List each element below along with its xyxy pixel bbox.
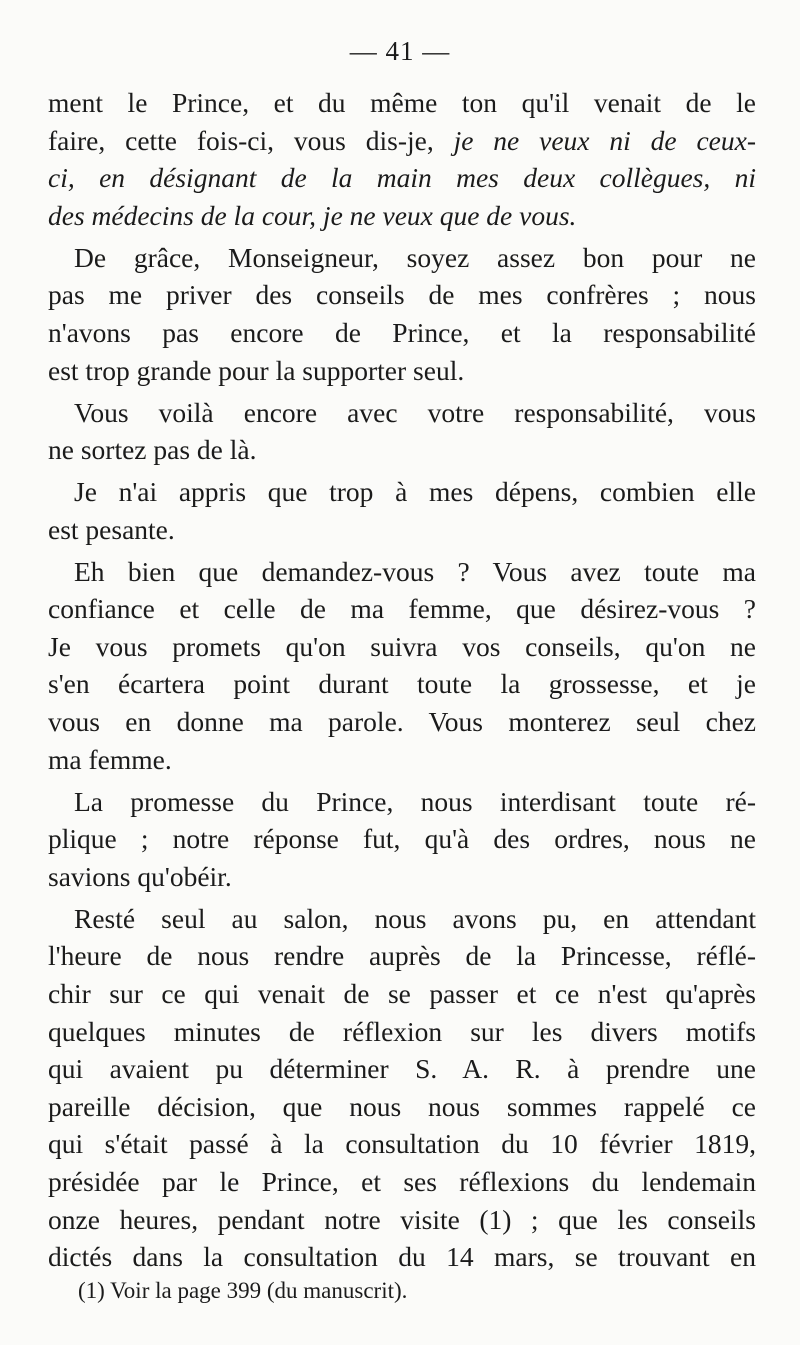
page-number: — 41 — bbox=[349, 36, 451, 66]
text-segment: s'en écartera point durant toute la grossesse, et je bbox=[48, 668, 756, 700]
text-segment: pareille décision, que nous nous sommes rappelé ce bbox=[48, 1090, 756, 1122]
text-segment: ment le Prince, et du même ton qu'il venait de le bbox=[48, 87, 756, 118]
body-text bbox=[48, 84, 756, 1276]
text-segment: vous en donne ma parole. Vous monterez seul chez bbox=[48, 706, 756, 738]
text-line bbox=[48, 159, 756, 197]
italic-text: je ne veux ni de ceux- bbox=[453, 124, 756, 156]
text-line bbox=[48, 1163, 756, 1201]
text-segment: n'avons pas encore de Prince, et la responsabilité bbox=[48, 316, 756, 348]
text-line bbox=[48, 741, 756, 779]
text-line bbox=[48, 431, 756, 469]
paragraph bbox=[48, 394, 756, 469]
text-segment: chir sur ce qui venait de se passer et ce n'est qu'après bbox=[48, 978, 756, 1009]
text-segment: qui s'était passé à la consultation du 10 février 1819, bbox=[48, 1128, 756, 1160]
text-line bbox=[48, 900, 756, 938]
text-segment: onze heures, pendant notre visite (1) ; que les conseils bbox=[48, 1203, 756, 1235]
text-line bbox=[48, 352, 756, 390]
paragraph bbox=[48, 900, 756, 1276]
text-segment: De grâce, Monseigneur, soyez assez bon pour ne bbox=[74, 241, 756, 273]
paragraph bbox=[48, 473, 756, 548]
text-line bbox=[48, 239, 756, 277]
text-line bbox=[48, 394, 756, 432]
text-line bbox=[48, 1125, 756, 1163]
text-line bbox=[48, 703, 756, 741]
text-line bbox=[48, 276, 756, 314]
text-line bbox=[48, 314, 756, 352]
text-line bbox=[48, 1013, 756, 1051]
text-segment: plique ; notre réponse fut, qu'à des ordres, nous ne bbox=[48, 823, 756, 855]
text-line bbox=[48, 84, 756, 122]
text-line bbox=[48, 937, 756, 975]
text-line bbox=[48, 1088, 756, 1126]
text-line bbox=[48, 820, 756, 858]
italic-text: des médecins de la cour, je ne veux que de vous. bbox=[48, 199, 577, 231]
text-segment: dictés dans la consultation du 14 mars, se trouvant en bbox=[48, 1241, 756, 1273]
text-segment: l'heure de nous rendre auprès de la Princesse, réflé- bbox=[48, 940, 756, 972]
text-segment: Je n'ai appris que trop à mes dépens, combien elle bbox=[74, 476, 756, 508]
text-segment: faire, cette fois-ci, vous dis-je, bbox=[48, 124, 454, 156]
text-segment: pas me priver des conseils de mes confrères ; nous bbox=[48, 279, 756, 311]
text-line bbox=[48, 473, 756, 511]
text-line bbox=[48, 590, 756, 628]
paragraph bbox=[48, 239, 756, 389]
text-line bbox=[48, 553, 756, 591]
text-line bbox=[48, 197, 756, 235]
text-line bbox=[48, 665, 756, 703]
text-line bbox=[48, 122, 756, 160]
paragraph bbox=[48, 84, 756, 234]
text-segment: Eh bien que demandez-vous ? Vous avez toute ma bbox=[74, 555, 756, 587]
paragraph bbox=[48, 553, 756, 779]
text-line bbox=[48, 858, 756, 896]
text-segment: savions qu'obéir. bbox=[48, 860, 232, 892]
text-segment: est trop grande pour la supporter seul. bbox=[48, 354, 465, 386]
text-line bbox=[48, 783, 756, 821]
text-segment: qui avaient pu déterminer S. A. R. à prendre une bbox=[48, 1053, 756, 1085]
text-line bbox=[48, 1050, 756, 1088]
text-segment: présidée par le Prince, et ses réflexions du lendemain bbox=[48, 1165, 756, 1197]
text-line bbox=[48, 1238, 756, 1276]
paragraph bbox=[48, 783, 756, 896]
text-segment: est pesante. bbox=[48, 513, 175, 545]
text-line bbox=[48, 975, 756, 1013]
text-segment: Je vous promets qu'on suivra vos conseils, qu'on ne bbox=[48, 630, 756, 662]
text-segment: quelques minutes de réflexion sur les divers motifs bbox=[48, 1015, 756, 1047]
text-segment: ma femme. bbox=[48, 743, 172, 775]
text-segment: Vous voilà encore avec votre responsabilité, vous bbox=[74, 396, 756, 428]
text-line bbox=[48, 1201, 756, 1239]
italic-text: ci, en désignant de la main mes deux collègues, ni bbox=[48, 162, 756, 194]
footnote: (1) Voir la page 399 (du manuscrit). bbox=[78, 1278, 408, 1303]
text-segment: Resté seul au salon, nous avons pu, en attendant bbox=[74, 902, 756, 934]
text-segment: ne sortez pas de là. bbox=[48, 434, 257, 466]
text-segment: confiance et celle de ma femme, que désirez-vous ? bbox=[48, 593, 756, 625]
text-line bbox=[48, 511, 756, 549]
text-line bbox=[48, 628, 756, 666]
text-segment: La promesse du Prince, nous interdisant toute ré- bbox=[74, 785, 756, 817]
